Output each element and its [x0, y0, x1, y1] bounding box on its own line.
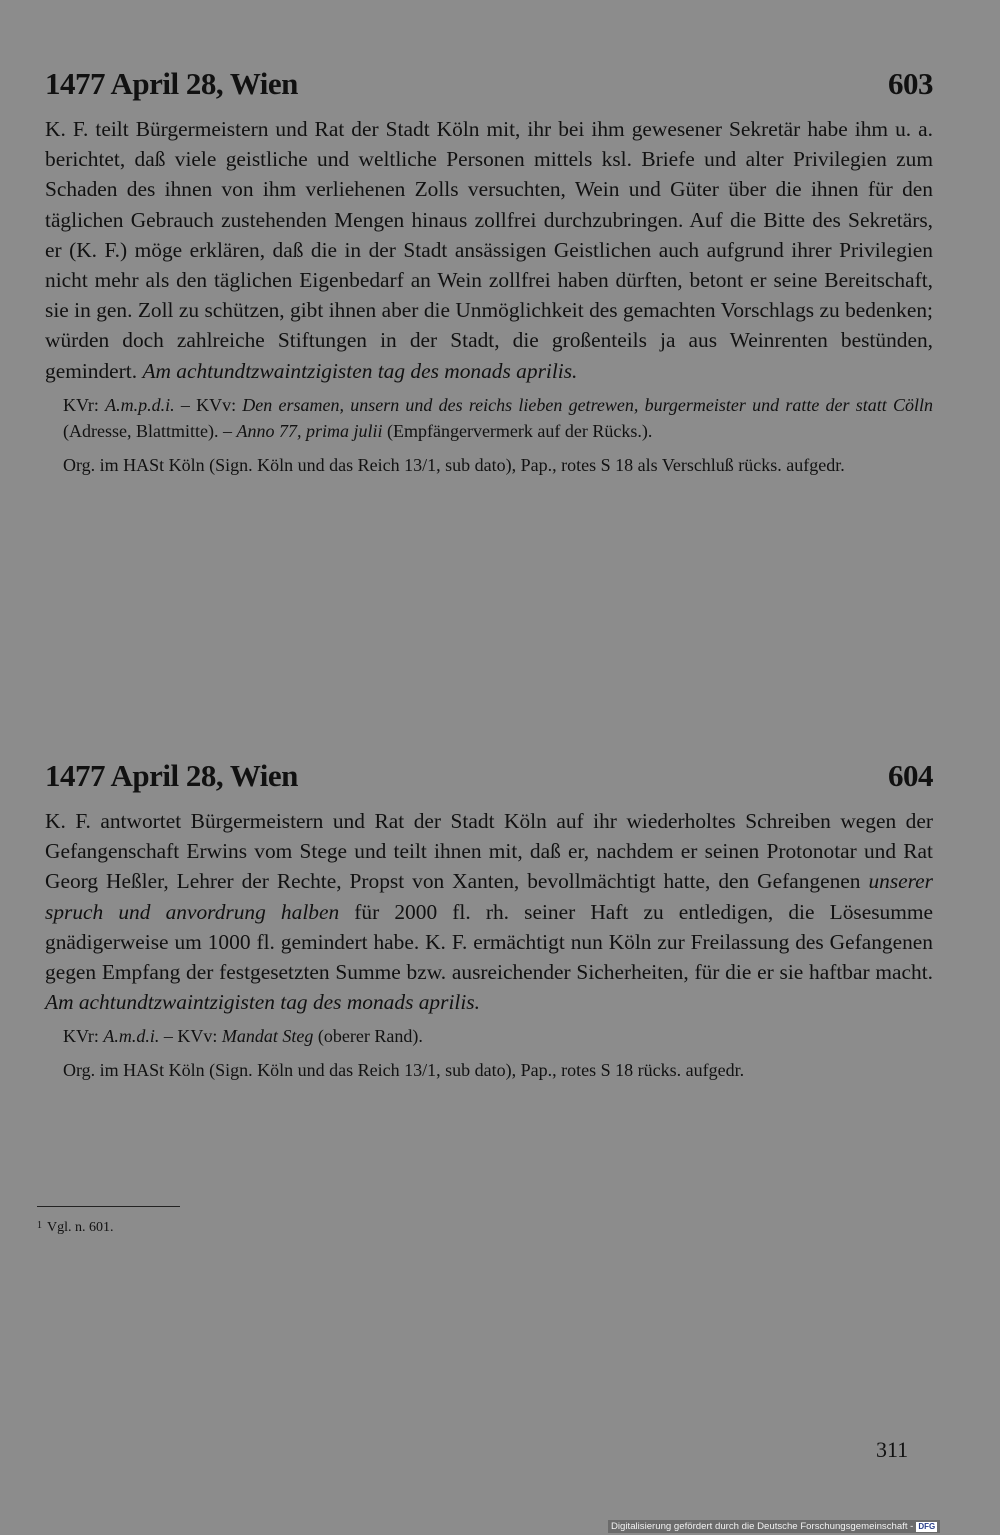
regest-paragraph	[45, 114, 933, 386]
funding-banner	[608, 1520, 940, 1533]
regest-quote: unserer spruch und anvordrung halben	[45, 869, 933, 924]
archive-note: Org. im HASt Köln (Sign. Köln und das Reich 13/1, sub dato), Pap., rotes S 18 als Verschluß rücks. aufgedr.	[63, 454, 845, 475]
page-number: 311	[876, 1437, 909, 1462]
kv-verso-quote: Mandat Steg	[221, 1026, 314, 1047]
kv-endorsement-note: (Empfängervermerk auf der Rücks.).	[382, 420, 653, 441]
entry-date-place: 1477 April 28, Wien	[45, 758, 298, 793]
entry-604	[45, 758, 933, 1083]
footnote-text: Vgl. n. 601.	[47, 1220, 114, 1235]
kv-recto-label: KVr:	[63, 1026, 99, 1047]
footnote	[37, 1220, 114, 1236]
kv-separator: – KVv:	[159, 1026, 222, 1047]
regest-quote: Am achtundtzwaintzigisten tag des monads aprilis.	[45, 990, 480, 1015]
funding-text: Digitalisierung gefördert durch die Deutsche Forschungsgemeinschaft -	[611, 1521, 914, 1532]
entry-number: 604	[888, 758, 933, 793]
kv-separator: – KVv:	[174, 394, 243, 415]
regest-paragraph	[45, 806, 933, 1017]
chancery-note	[45, 392, 933, 444]
regest-text: K. F. teilt Bürgermeistern und Rat der Stadt Köln mit, ihr bei ihm gewesener Sekretär habe ihm u. a. berichtet, daß viele geistliche und weltliche Personen mittels ksl. Briefe und alter Privilegien zum Schaden des ihnen von ihm verliehenen Zolls versuchten, Wein und Güter über die ihnen für den täglichen Gebrauch zustehenden Mengen hinaus zollfrei durchzubringen. Auf die Bitte des Sekretärs, er (K. F.) möge erklären, daß die in der Stadt ansässigen Geistlichen auch aufgrund ihrer Privilegien nicht mehr als den täglichen Eigenbedarf an Wein zollfrei haben dürften, betont er seine Bereitschaft, sie in gen. Zoll zu schützen, gibt ihnen aber die Unmöglichkeit des gemachten Vorschlags zu bedenken; würden doch zahlreiche Stiftungen in der Stadt, die großenteils ja aus Weinrenten bestünden, gemindert.	[45, 117, 933, 383]
kv-endorsement-quote: Anno 77, prima julii	[236, 420, 383, 441]
regest-quote: Am achtundtzwaintzigisten tag des monads aprilis.	[142, 358, 578, 383]
kv-verso-quote: Den ersamen, unsern und des reichs lieben getrewen, burgermeister und ratte der statt Cölln	[242, 394, 934, 415]
regest-text: für 2000 fl. rh. seiner Haft zu entledigen, die Lösesumme gnädigerweise um 1000 fl. gemindert habe. K. F. ermächtigt nun Köln zur Freilassung des Gefangenen gegen Empfang der festgesetzten Summe bzw. ausreichender Sicherheiten, für die er sie haftbar macht.	[45, 899, 934, 985]
archive-note: Org. im HASt Köln (Sign. Köln und das Reich 13/1, sub dato), Pap., rotes S 18 rücks. aufgedr.	[63, 1060, 745, 1081]
chancery-note	[45, 1023, 933, 1049]
kv-recto-value: A.m.p.d.i.	[105, 394, 175, 415]
kv-recto-label: KVr:	[63, 394, 99, 415]
entry-date-place: 1477 April 28, Wien	[45, 66, 298, 101]
kv-recto-value: A.m.d.i.	[103, 1026, 160, 1047]
dfg-logo-icon: DFG	[918, 1521, 936, 1531]
kv-verso-note: (oberer Rand).	[313, 1026, 423, 1047]
footnote-marker: 1	[37, 1220, 42, 1231]
kv-verso-note: (Adresse, Blattmitte). –	[63, 420, 237, 441]
entry-heading	[45, 758, 933, 794]
entry-heading	[45, 66, 933, 102]
regest-text: K. F. antwortet Bürgermeistern und Rat der Stadt Köln auf ihr wiederholtes Schreiben wegen der Gefangenschaft Erwins vom Stege und teilt ihnen mit, daß er, nachdem er seinen Protonotar und Rat Georg Heßler, Lehrer der Rechte, Propst von Xanten, bevollmächtigt hatte, den Gefangenen	[45, 809, 933, 894]
footnote-rule	[37, 1206, 180, 1207]
entry-number: 603	[888, 66, 933, 101]
entry-603	[45, 66, 933, 478]
